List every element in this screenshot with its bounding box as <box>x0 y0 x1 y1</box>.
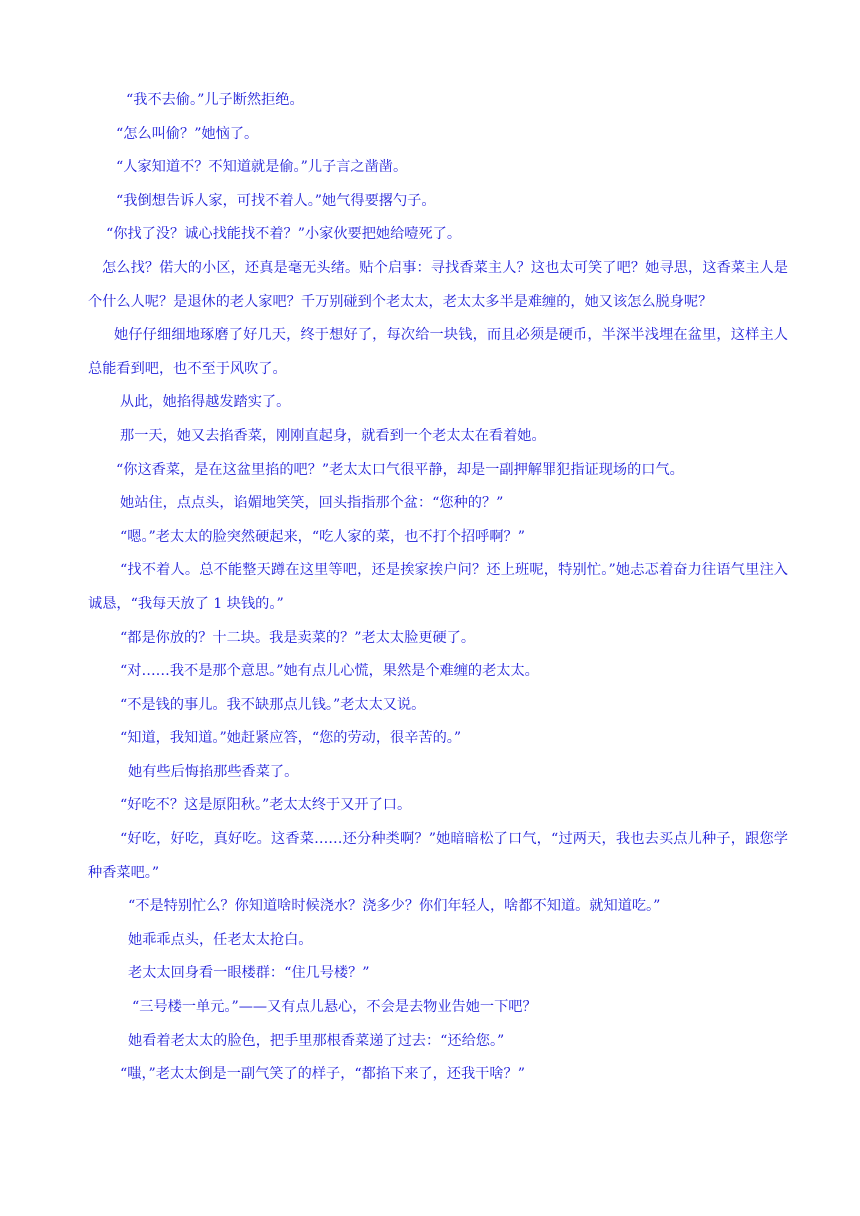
paragraph: “嗤，”老太太倒是一副气笑了的样子，“都掐下来了，还我干啥？” <box>120 1066 525 1083</box>
paragraph: “人家知道不？不知道就是偷。”儿子言之凿凿。 <box>116 159 408 176</box>
paragraph: 老太太回身看一眼楼群：“住几号楼？” <box>128 965 370 982</box>
paragraph: 她有些后悔掐那些香菜了。 <box>128 763 299 780</box>
paragraph: “对……我不是那个意思。”她有点儿心慌，果然是个难缠的老太太。 <box>120 663 539 680</box>
paragraph: “我倒想告诉人家，可找不着人。”她气得要撂勺子。 <box>116 192 436 209</box>
paragraph: 她看着老太太的脸色，把手里那根香菜递了过去：“还给您。” <box>128 1032 505 1049</box>
paragraph: “你找了没？诚心找能找不着？”小家伙要把她给噎死了。 <box>106 226 462 243</box>
paragraph: 从此，她掐得越发踏实了。 <box>120 394 291 411</box>
paragraph: 怎么找？偌大的小区，还真是毫无头绪。贴个启事：寻找香菜主人？这也太可笑了吧？她寻思，这香菜主人是个什么人呢？是退休的老人家吧？千万别碰到个老太太，老太太多半是难缠的，她又该怎么脱身呢？ <box>88 259 788 310</box>
paragraph: “怎么叫偷？”她恼了。 <box>116 125 259 142</box>
paragraph: “好吃不？这是原阳秋。”老太太终于又开了口。 <box>120 797 412 814</box>
paragraph: “嗯。”老太太的脸突然硬起来，“吃人家的菜，也不打个招呼啊？” <box>120 528 525 545</box>
paragraph: “知道，我知道。”她赶紧应答，“您的劳动，很辛苦的。” <box>120 730 462 747</box>
paragraph: “找不着人。总不能整天蹲在这里等吧，还是挨家挨户问？还上班呢，特别忙。”她忐忑着奋力往语气里注入诚恳，“我每天放了 1 块钱的。” <box>88 562 788 612</box>
paragraph: “不是特别忙么？你知道啥时候浇水？浇多少？你们年轻人，啥都不知道。就知道吃。” <box>128 898 661 915</box>
paragraph: “我不去偷。”儿子断然拒绝。 <box>126 92 304 108</box>
document-page <box>88 84 788 1092</box>
paragraph: “好吃，好吃，真好吃。这香菜……还分种类啊？”她暗暗松了口气，“过两天，我也去买点儿种子，跟您学种香菜吧。” <box>88 831 788 881</box>
paragraph: 她乖乖点头，任老太太抢白。 <box>128 931 313 948</box>
paragraph: “你这香菜，是在这盆里掐的吧？”老太太口气很平静，却是一副押解罪犯指证现场的口气。 <box>116 461 684 478</box>
paragraph: 她仔仔细细地琢磨了好几天，终于想好了，每次给一块钱，而且必须是硬币，半深半浅埋在盆里，这样主人总能看到吧，也不至于风吹了。 <box>88 327 788 377</box>
paragraph: “三号楼一单元。”——又有点儿悬心，不会是去物业告她一下吧？ <box>132 999 537 1016</box>
paragraph: “都是你放的？十二块。我是卖菜的？”老太太脸更硬了。 <box>120 629 476 646</box>
paragraph: 那一天，她又去掐香菜，刚刚直起身，就看到一个老太太在看着她。 <box>120 427 546 444</box>
paragraph: 她站住，点点头，谄媚地笑笑，回头指指那个盆：“您种的？” <box>120 495 504 512</box>
paragraph: “不是钱的事儿。我不缺那点儿钱。”老太太又说。 <box>120 696 426 713</box>
